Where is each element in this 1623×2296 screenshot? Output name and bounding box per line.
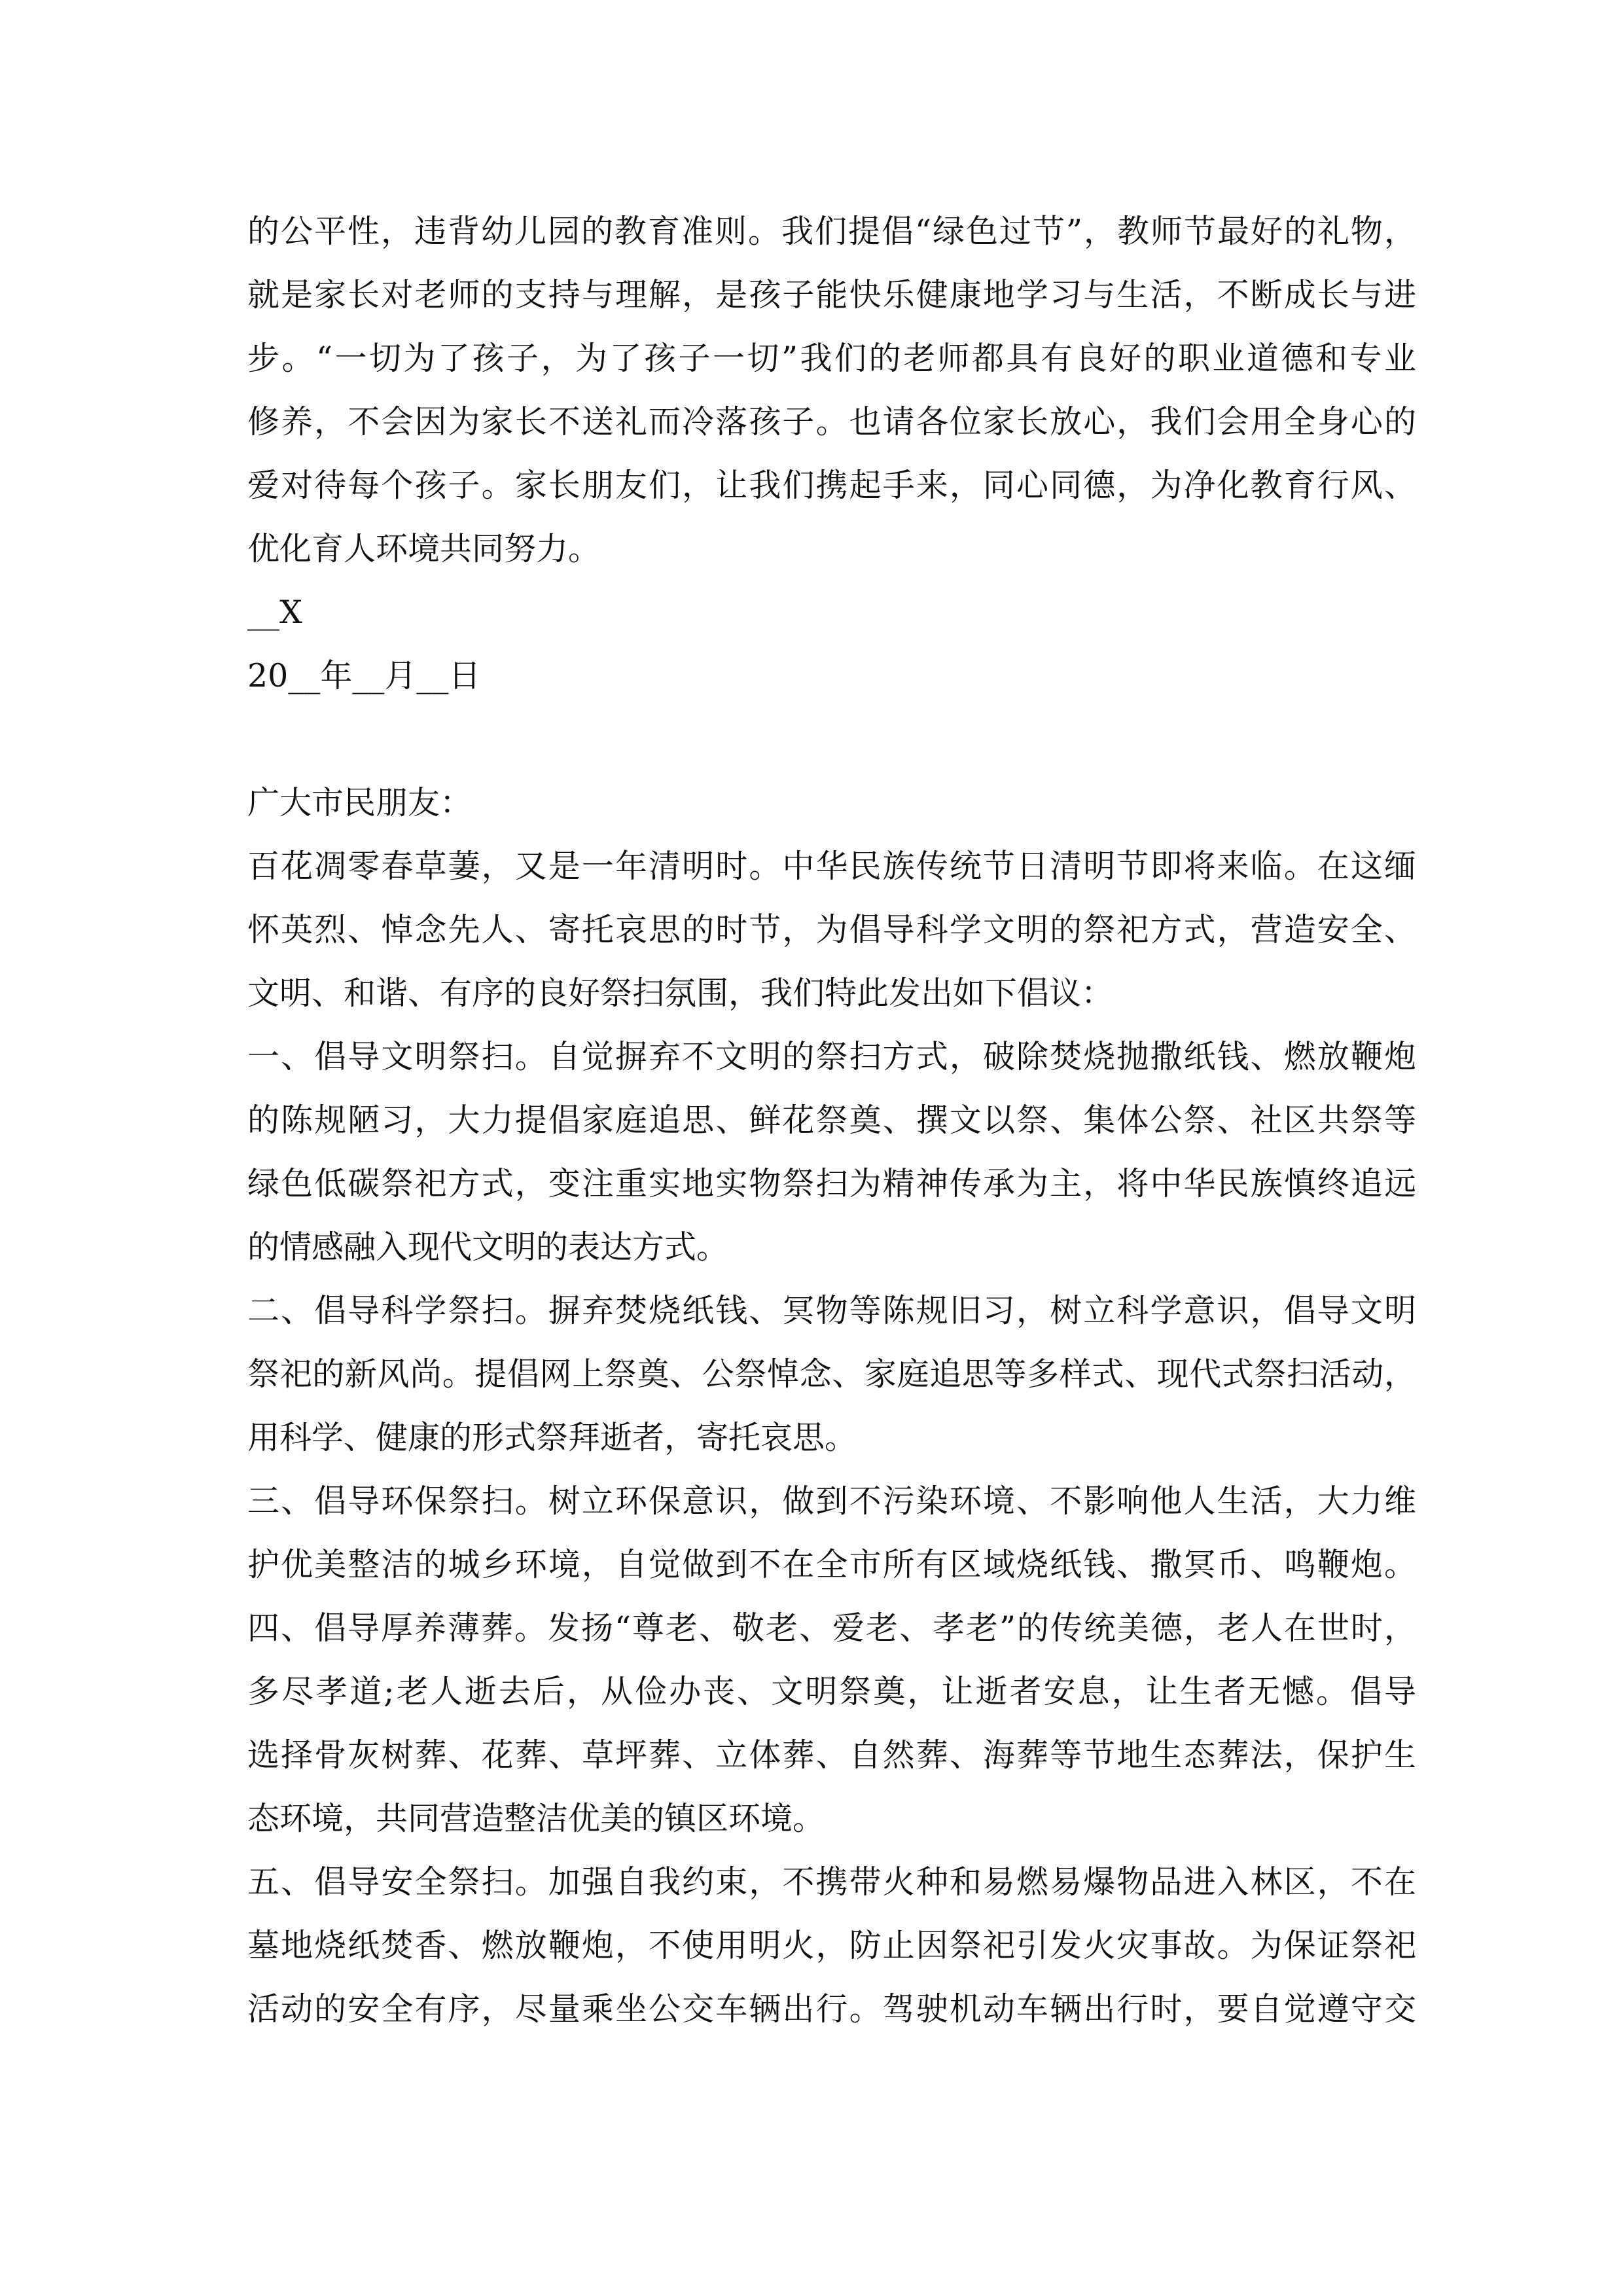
text-line: 怀英烈、悼念先人、寄托哀思的时节，为倡导科学文明的祭祀方式，营造安全、 bbox=[247, 911, 1416, 948]
text-line: 选择骨灰树葬、花葬、草坪葬、立体葬、自然葬、海葬等节地生态葬法，保护生 bbox=[247, 1736, 1416, 1774]
proposal-3-paragraph bbox=[247, 1469, 1416, 1596]
text-line: 的情感融入现代文明的表达方式。 bbox=[247, 1229, 729, 1266]
text-line: 百花凋零春草萋，又是一年清明时。中华民族传统节日清明节即将来临。在这缅 bbox=[247, 848, 1416, 885]
text-line: 一、倡导文明祭扫。自觉摒弃不文明的祭扫方式，破除焚烧抛撒纸钱、燃放鞭炮 bbox=[247, 1038, 1416, 1075]
text-line: 态环境，共同营造整洁优美的镇区环境。 bbox=[247, 1800, 825, 1837]
text-line: 二、倡导科学祭扫。摒弃焚烧纸钱、冥物等陈规旧习，树立科学意识，倡导文明 bbox=[247, 1292, 1416, 1329]
text-line: 墓地烧纸焚香、燃放鞭炮，不使用明火，防止因祭祀引发火灾事故。为保证祭祀 bbox=[247, 1927, 1416, 1964]
proposal-5-paragraph bbox=[247, 1850, 1416, 2041]
text-line: 的公平性，违背幼儿园的教育准则。我们提倡“绿色过节”，教师节最好的礼物， bbox=[247, 213, 1416, 250]
text-line: 爱对待每个孩子。家长朋友们，让我们携起手来，同心同德，为净化教育行风、 bbox=[247, 467, 1416, 504]
salutation: 广大市民朋友： bbox=[247, 784, 473, 821]
text-line: 用科学、健康的形式祭拜逝者，寄托哀思。 bbox=[247, 1419, 857, 1456]
text-line: 多尽孝道;老人逝去后，从俭办丧、文明祭奠，让逝者安息，让生者无憾。倡导 bbox=[247, 1673, 1416, 1710]
text-line: 就是家长对老师的支持与理解，是孩子能快乐健康地学习与生活，不断成长与进 bbox=[247, 276, 1416, 314]
text-line: 五、倡导安全祭扫。加强自我约束，不携带火种和易燃易爆物品进入林区，不在 bbox=[247, 1863, 1416, 1901]
document-page-text bbox=[247, 200, 1416, 2041]
text-line: 步。“一切为了孩子，为了孩子一切”我们的老师都具有良好的职业道德和专业 bbox=[247, 340, 1416, 377]
text-line: 活动的安全有序，尽量乘坐公交车辆出行。驾驶机动车辆出行时，要自觉遵守交 bbox=[247, 1990, 1416, 2028]
text-line: 护优美整洁的城乡环境，自觉做到不在全市所有区域烧纸钱、撒冥币、鸣鞭炮。 bbox=[247, 1546, 1416, 1583]
text-line: 文明、和谐、有序的良好祭扫氛围，我们特此发出如下倡议： bbox=[247, 975, 1114, 1012]
text-line: 祭祀的新风尚。提倡网上祭奠、公祭悼念、家庭追思等多样式、现代式祭扫活动， bbox=[247, 1355, 1416, 1393]
text-line: 优化育人环境共同努力。 bbox=[247, 530, 601, 567]
text-line: 三、倡导环保祭扫。树立环保意识，做到不污染环境、不影响他人生活，大力维 bbox=[247, 1482, 1416, 1520]
text-line: 的陈规陋习，大力提倡家庭追思、鲜花祭奠、撰文以祭、集体公祭、社区共祭等 bbox=[247, 1102, 1416, 1139]
text-line: 绿色低碳祭祀方式，变注重实地实物祭扫为精神传承为主，将中华民族慎终追远 bbox=[247, 1165, 1416, 1202]
paragraph-spacer bbox=[247, 708, 1416, 771]
letter-1-closing-paragraph bbox=[247, 200, 1416, 581]
text-line: 四、倡导厚养薄葬。发扬“尊老、敬老、爱老、孝老”的传统美德，老人在世时， bbox=[247, 1609, 1416, 1647]
proposal-4-paragraph bbox=[247, 1596, 1416, 1850]
text-line: 修养，不会因为家长不送礼而冷落孩子。也请各位家长放心，我们会用全身心的 bbox=[247, 403, 1416, 440]
proposal-1-paragraph bbox=[247, 1025, 1416, 1279]
signature: __X bbox=[247, 594, 302, 631]
letter-2-intro-paragraph bbox=[247, 834, 1416, 1025]
date-line: 20__年__月__日 bbox=[247, 657, 481, 694]
proposal-2-paragraph bbox=[247, 1279, 1416, 1469]
